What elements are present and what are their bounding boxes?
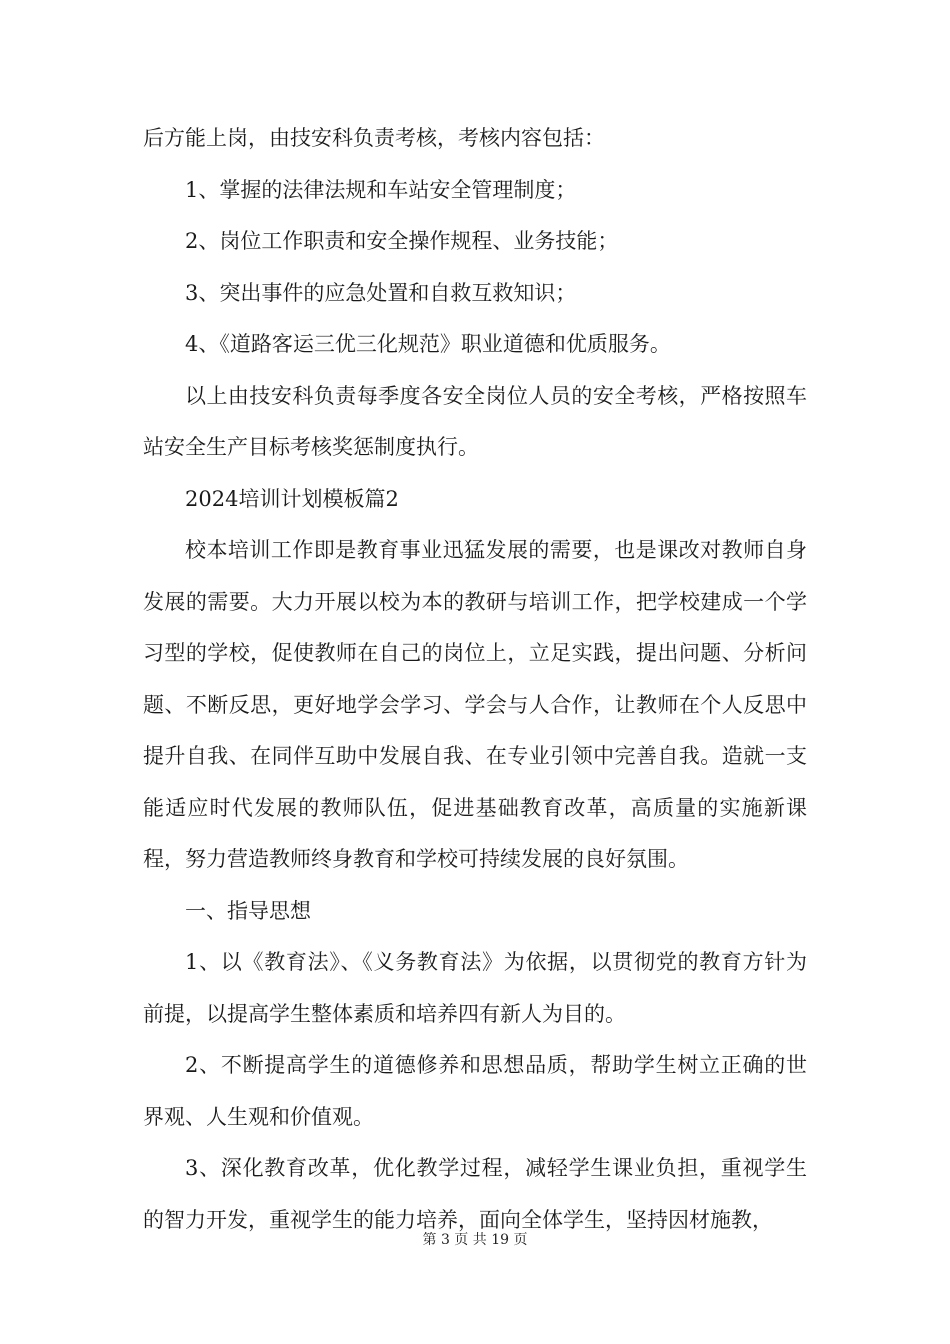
page-footer: 第 3 页 共 19 页 [422,1232,528,1248]
paragraph: 校本培训工作即是教育事业迅猛发展的需要，也是课改对教师自身发展的需要。大力开展以校为本的教研与培训工作，把学校建成一个学习型的学校，促使教师在自己的岗位上，立足实践，提出问题、分析问题、不断反思，更好地学会学习、学会与人合作，让教师在个人反思中提升自我、在同伴互助中发展自我、在专业引领中完善自我。造就一支能适应时代发展的教师队伍，促进基础教育改革，高质量的实施新课程，努力营造教师终身教育和学校可持续发展的良好氛围。 [143,538,807,871]
list-item: 2、岗位工作职责和安全操作规程、业务技能； [185,229,619,253]
list-item: 4、《道路客运三优三化规范》职业道德和优质服务。 [185,332,671,356]
paragraph-continuation: 后方能上岗，由技安科负责考核，考核内容包括： [143,126,605,150]
list-item: 1、以《教育法》、《义务教育法》为依据，以贯彻党的教育方针为前提，以提高学生整体素质和培养四有新人为目的。 [143,950,807,1026]
list-item: 1、掌握的法律法规和车站安全管理制度； [185,177,577,202]
list-item: 3、深化教育改革，优化教学过程，减轻学生课业负担，重视学生的智力开发，重视学生的能力培养，面向全体学生，坚持因材施教， [143,1156,807,1232]
section-heading: 一、指导思想 [185,898,311,923]
paragraph: 以上由技安科负责每季度各安全岗位人员的安全考核，严格按照车站安全生产目标考核奖惩制度执行。 [143,383,807,459]
list-item: 3、突出事件的应急处置和自救互救知识； [185,280,577,305]
list-item: 2、不断提高学生的道德修养和思想品质，帮助学生树立正确的世界观、人生观和价值观。 [143,1053,807,1129]
section-title: 2024培训计划模板篇2 [185,486,399,511]
document-body [143,113,807,1246]
